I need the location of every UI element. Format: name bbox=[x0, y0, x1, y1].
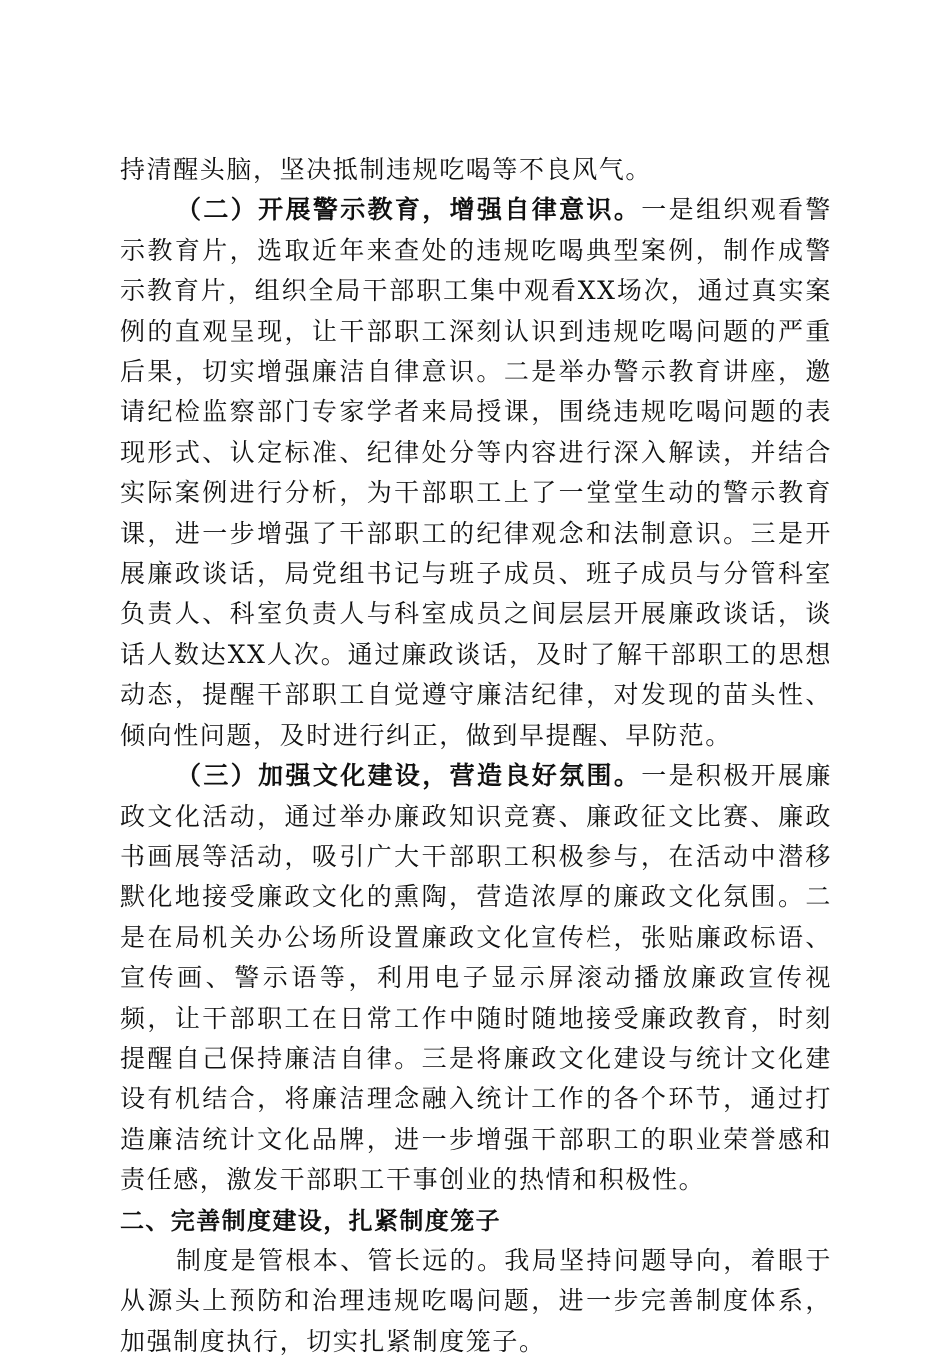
continuation-paragraph bbox=[120, 150, 832, 190]
section-3-paragraph bbox=[120, 756, 832, 1200]
section-2-body: 一是组织观看警示教育片，选取近年来查处的违规吃喝典型案例，制作成警示教育片，组织全局干部职工集中观看XX场次，通过真实案例的直观呈现，让干部职工深刻认识到违规吃喝问题的严重后果，切实增强廉洁自律意识。二是举办警示教育讲座，邀请纪检监察部门专家学者来局授课，围绕违规吃喝问题的表现形式、认定标准、纪律处分等内容进行深入解读，并结合实际案例进行分析，为干部职工上了一堂堂生动的警示教育课，进一步增强了干部职工的纪律观念和法制意识。三是开展廉政谈话，局党组书记与班子成员、班子成员与分管科室负责人、科室负责人与科室成员之间层层开展廉政谈话，谈话人数达XX人次。通过廉政谈话，及时了解干部职工的思想动态，提醒干部职工自觉遵守廉洁纪律，对发现的苗头性、倾向性问题，及时进行纠正，做到早提醒、早防范。 bbox=[120, 195, 833, 750]
chapter-2-heading: 二、完善制度建设，扎紧制度笼子 bbox=[120, 1206, 501, 1235]
section-2-heading: （二）开展警示教育，增强自律意识。 bbox=[176, 195, 642, 225]
continuation-text: 持清醒头脑，坚决抵制违规吃喝等不良风气。 bbox=[120, 155, 653, 184]
section-2-paragraph bbox=[120, 190, 832, 756]
section-3-heading: （三）加强文化建设，营造良好氛围。 bbox=[176, 761, 642, 791]
chapter-2-intro: 制度是管根本、管长远的。我局坚持问题导向，着眼于从源头上预防和治理违规吃喝问题，进一步完善制度体系，加强制度执行，切实扎紧制度笼子。 bbox=[120, 1245, 832, 1356]
document-body bbox=[120, 150, 832, 1362]
section-3-body: 一是积极开展廉政文化活动，通过举办廉政知识竞赛、廉政征文比赛、廉政书画展等活动，吸引广大干部职工积极参与，在活动中潜移默化地接受廉政文化的熏陶，营造浓厚的廉政文化氛围。二是在局机关办公场所设置廉政文化宣传栏，张贴廉政标语、宣传画、警示语等，利用电子显示屏滚动播放廉政宣传视频，让干部职工在日常工作中随时随地接受廉政教育，时刻提醒自己保持廉洁自律。三是将廉政文化建设与统计文化建设有机结合，将廉洁理念融入统计工作的各个环节，通过打造廉洁统计文化品牌，进一步增强干部职工的职业荣誉感和责任感，激发干部职工干事创业的热情和积极性。 bbox=[120, 761, 833, 1195]
